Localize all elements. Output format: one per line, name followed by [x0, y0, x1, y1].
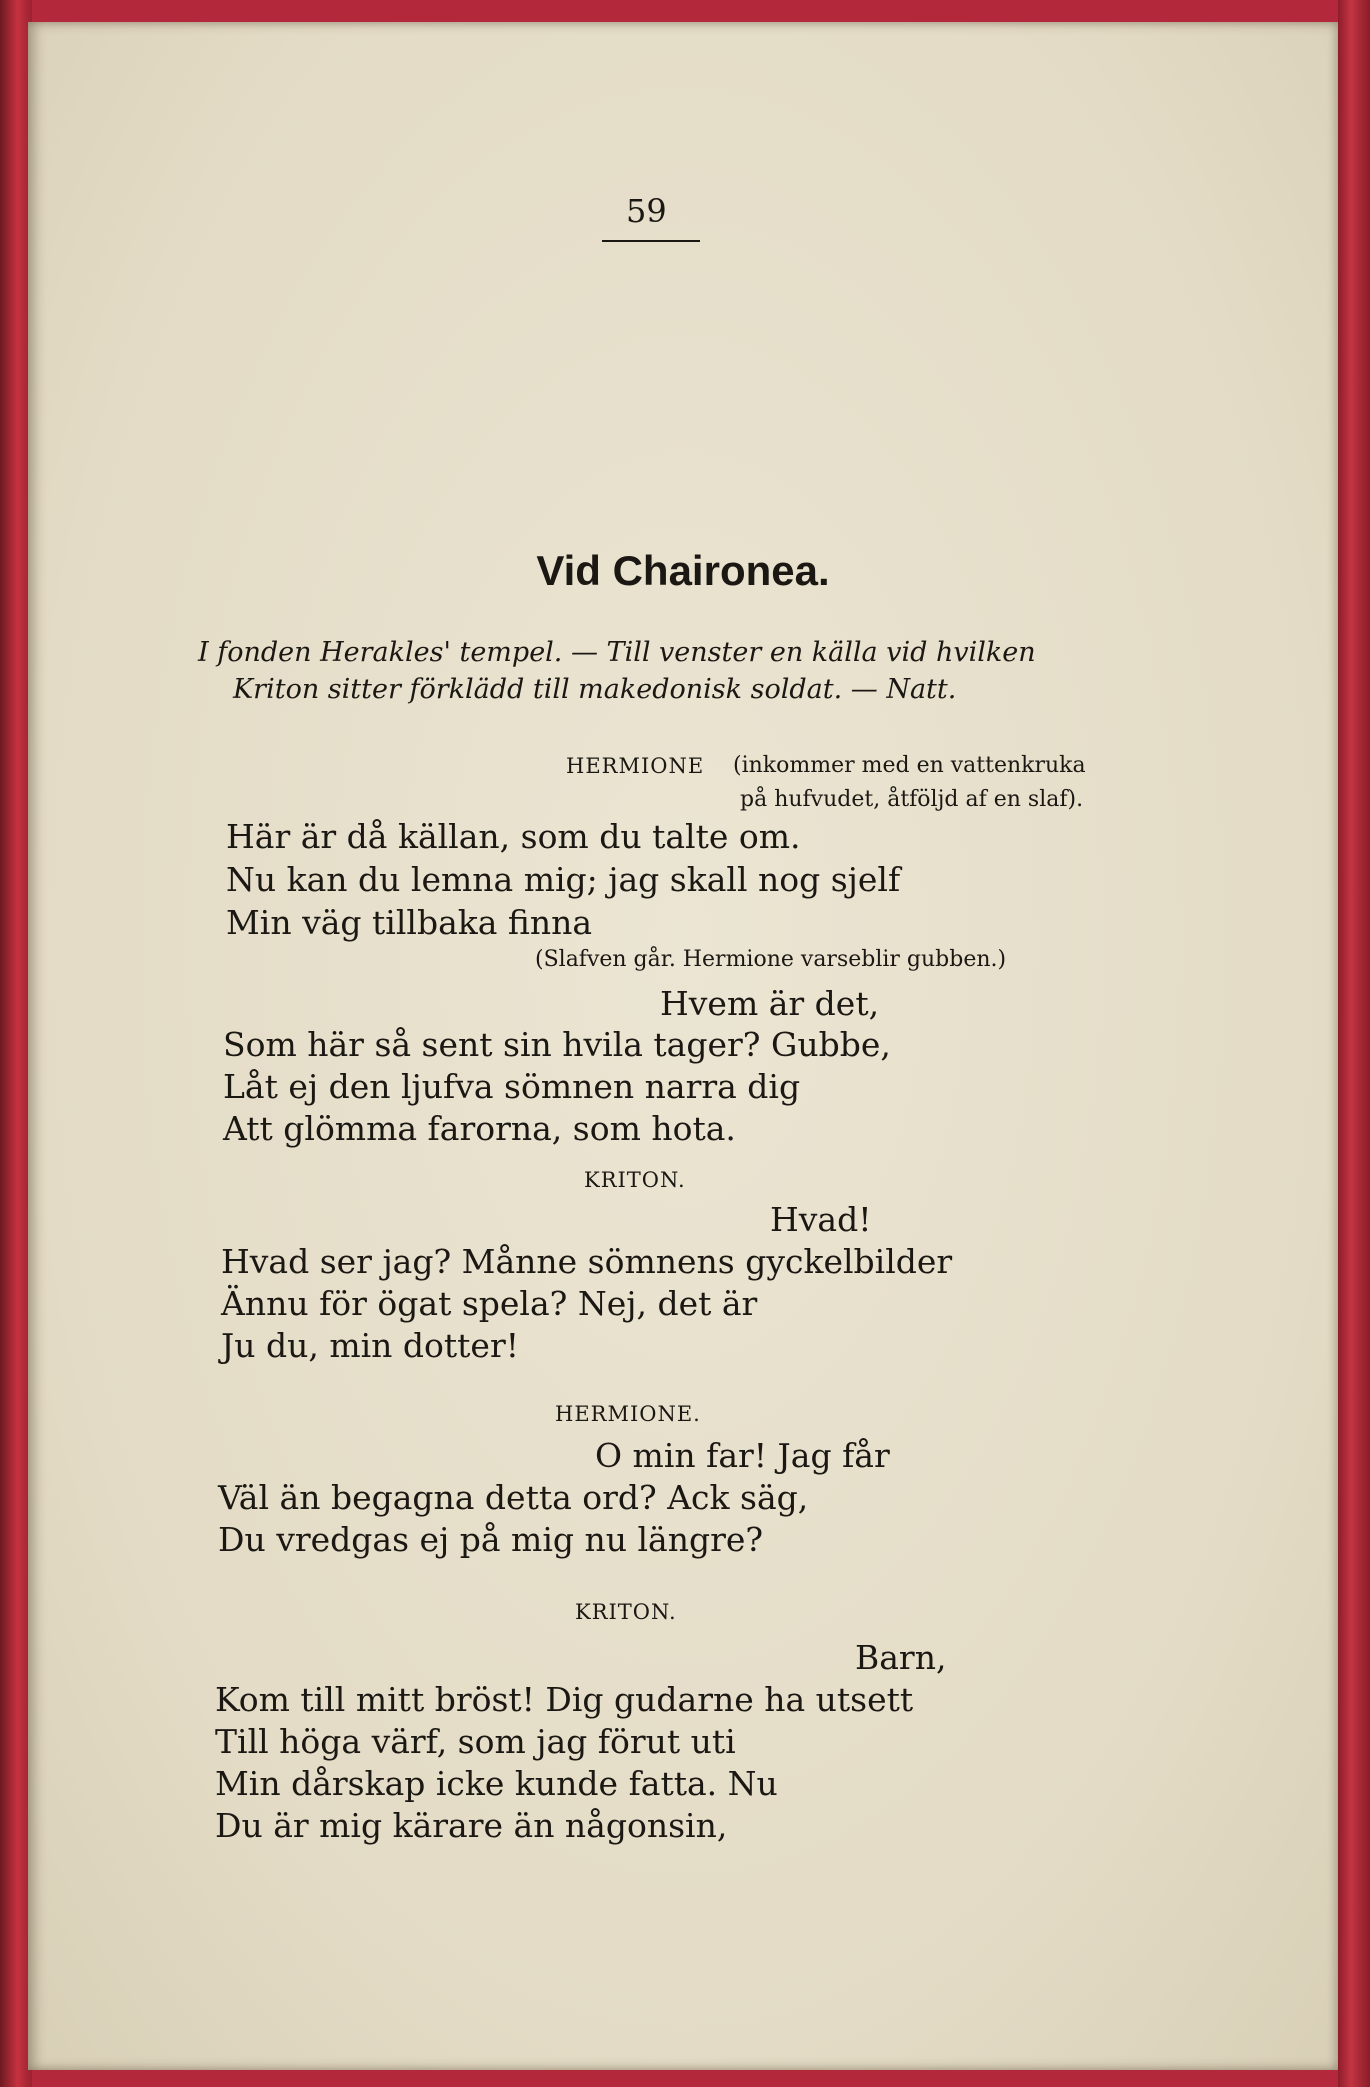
- verse-line: Väl än begagna detta ord? Ack säg,: [218, 1478, 809, 1517]
- verse-line: Du vredgas ej på mig nu längre?: [218, 1520, 764, 1559]
- verse-line: Till höga värf, som jag förut uti: [215, 1722, 736, 1761]
- page-number: 59: [626, 192, 667, 230]
- verse-line: Låt ej den ljufva sömnen narra dig: [223, 1067, 801, 1106]
- book-page: [28, 22, 1338, 2070]
- verse-line: O min far! Jag får: [595, 1436, 890, 1475]
- speaker-hermione: HERMIONE: [566, 754, 705, 778]
- verse-line: Nu kan du lemna mig; jag skall nog sjelf: [226, 860, 901, 899]
- verse-line: Hvem är det,: [660, 984, 880, 1023]
- speaker-kriton: KRITON.: [575, 1600, 677, 1624]
- verse-line: Som här så sent sin hvila tager? Gubbe,: [223, 1025, 891, 1064]
- speaker-kriton: KRITON.: [584, 1168, 686, 1192]
- verse-line: Här är då källan, som du talte om.: [226, 817, 801, 856]
- verse-line: Hvad ser jag? Månne sömnens gyckelbilder: [221, 1242, 953, 1281]
- verse-line: Min dårskap icke kunde fatta. Nu: [215, 1764, 778, 1803]
- verse-line: Kom till mitt bröst! Dig gudarne ha utsett: [215, 1680, 914, 1719]
- stage-direction-line-2: Kriton sitter förklädd till makedonisk soldat. — Natt.: [233, 674, 957, 705]
- entrance-direction-cont: på hufvudet, åtföljd af en slaf).: [740, 787, 1084, 812]
- stage-direction-line-1: I fonden Herakles' tempel. — Till venster en källa vid hvilken: [198, 637, 1036, 668]
- verse-line: Min väg tillbaka finna: [226, 903, 593, 942]
- verse-line: Att glömma farorna, som hota.: [223, 1109, 736, 1148]
- speaker-hermione: HERMIONE.: [555, 1402, 701, 1426]
- verse-line: Ännu för ögat spela? Nej, det är: [221, 1284, 758, 1323]
- entrance-direction: (inkommer med en vattenkruka: [733, 753, 1086, 778]
- poem-title: Vid Chaironea.: [536, 547, 830, 594]
- verse-line: Ju du, min dotter!: [221, 1326, 519, 1365]
- cover-right-edge: [1338, 0, 1370, 2087]
- stage-note: (Slafven går. Hermione varseblir gubben.): [535, 947, 1007, 972]
- verse-line: Du är mig kärare än någonsin,: [215, 1806, 728, 1845]
- verse-line: Barn,: [855, 1638, 947, 1677]
- verse-line: Hvad!: [770, 1200, 872, 1239]
- page-number-rule: [602, 240, 700, 242]
